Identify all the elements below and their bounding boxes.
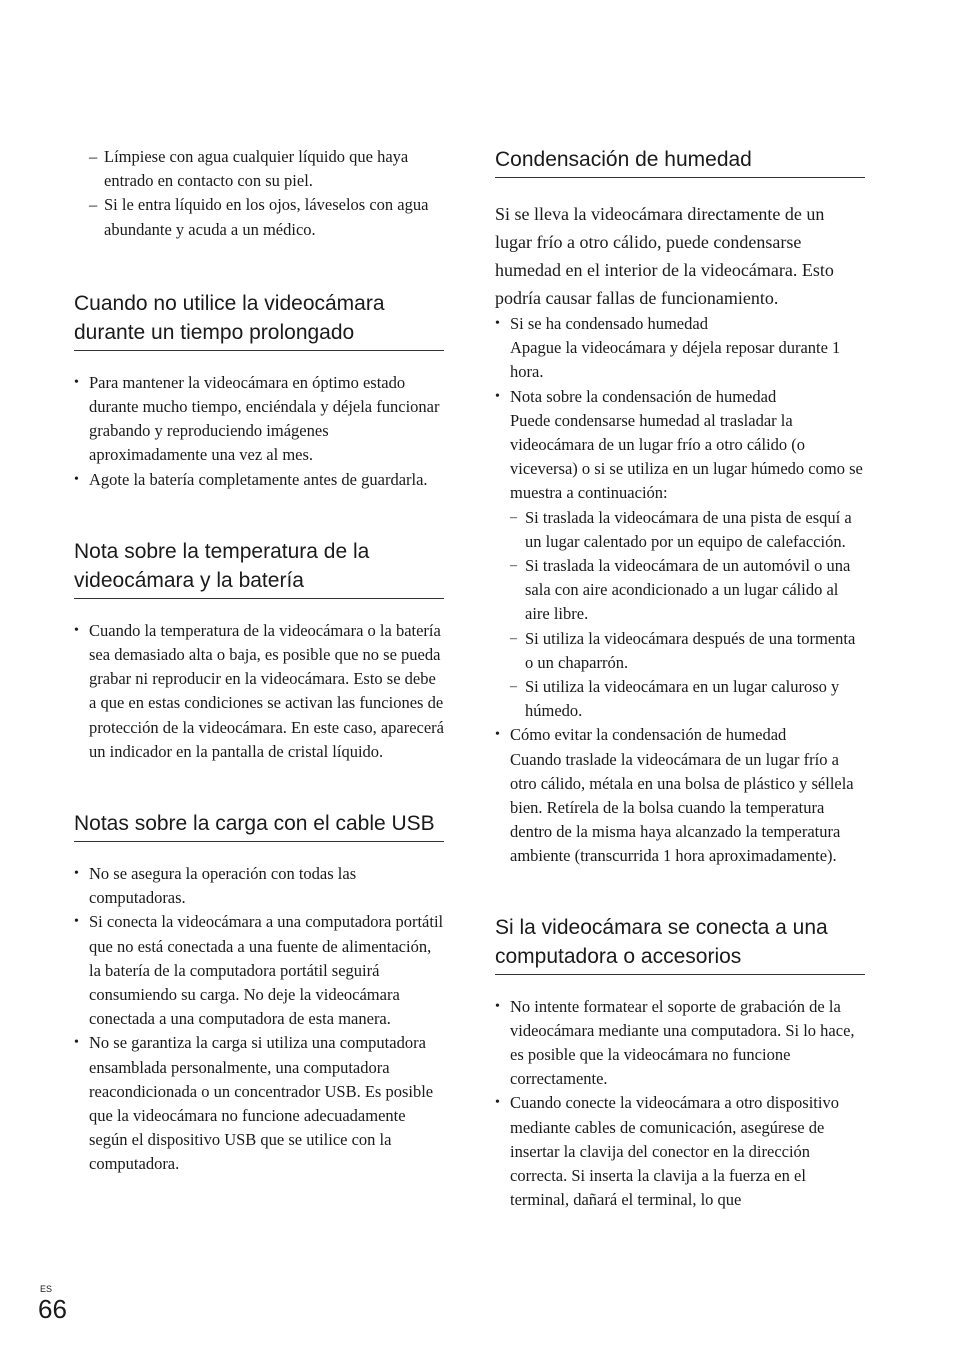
condensation-cases-list	[510, 506, 865, 724]
list-item: • No se garantiza la carga si utiliza una computadora ensamblada personalmente, una computadora reacondicionada o un concentrador USB. Es posible que la videocámara no funcione adecuadamente según el dispositivo USB que se utilice con la computadora.	[74, 1033, 434, 1174]
list-item: • Si conecta la videocámara a una computadora portátil que no está conectada a una fuente de alimentación, la batería de la computadora portátil seguirá consumiendo su carga. No deje la videocámara conectada a una computadora de esta manera.	[74, 912, 444, 1029]
bullet-marker: •	[495, 316, 500, 331]
bullet-marker: •	[495, 388, 500, 404]
section-heading-storage: Cuando no utilice la videocámara durante un tiempo prolongado	[74, 289, 444, 351]
bullet-marker: •	[495, 998, 500, 1014]
list-item: • No se asegura la operación con todas las computadoras.	[74, 864, 357, 908]
list-item: – Límpiese con agua cualquier líquido que haya entrado en contacto con su piel.	[89, 147, 409, 191]
section-heading-condensation: Condensación de humedad	[495, 145, 865, 178]
usb-charging-bullet-list	[74, 862, 444, 1177]
condensation-bullet-list	[495, 312, 865, 869]
item-text: Cuando traslade la videocámara de un lugar frío a otro cálido, métala en una bolsa de plástico y séllela bien. Retírela de la bolsa cuando la temperatura dentro de la misma haya alcanzado la temperatura ambiente (transcurrida 1 hora aproximadamente).	[510, 749, 854, 866]
list-item: • No intente formatear el soporte de grabación de la videocámara mediante una computadora. Si lo hace, es posible que la videocámara no funcione correctamente.	[495, 996, 855, 1089]
item-text: Apague la videocámara y déjela reposar durante 1 hora.	[510, 338, 841, 382]
page-number: 66	[38, 1294, 67, 1324]
list-item	[495, 385, 865, 724]
bullet-marker: •	[74, 374, 79, 390]
bullet-marker: •	[495, 1095, 500, 1111]
bullet-marker: •	[74, 1035, 79, 1051]
sub-list-item: – Si utiliza la videocámara en un lugar caluroso y húmedo.	[510, 677, 840, 721]
left-column	[74, 145, 444, 1177]
list-item: • Cuando la temperatura de la videocámara o la batería sea demasiado alta o baja, es posible que no se pueda grabar ni reproducir en la videocámara. Esto se debe a que en estas condiciones se activan las funciones de protección de la videocámara. En este caso, aparecerá un indicador en la pantalla de cristal líquido.	[74, 620, 444, 761]
item-title: Si se ha condensado humedad	[510, 314, 708, 333]
storage-bullet-list	[74, 371, 444, 492]
bullet-marker: •	[74, 471, 79, 487]
dash-marker: –	[510, 558, 517, 574]
list-item: • Agote la batería completamente antes de guardarla.	[74, 468, 444, 492]
page-language-code: ES	[40, 1284, 53, 1294]
computer-bullet-list	[495, 995, 865, 1213]
dash-marker: –	[510, 679, 517, 695]
section-heading-computer: Si la videocámara se conecta a una computadora o accesorios	[495, 913, 865, 975]
sub-list-item: – Si traslada la videocámara de un automóvil o una sala con aire acondicionado a un lugar cálido al aire libre.	[510, 556, 851, 624]
section-heading-usb-charging: Notas sobre la carga con el cable USB	[74, 809, 444, 842]
sub-list-item: – Si traslada la videocámara de una pista de esquí a un lugar calentado por un equipo de calefacción.	[510, 507, 852, 551]
list-item: • Cuando conecte la videocámara a otro dispositivo mediante cables de comunicación, asegúrese de insertar la clavija del conector en la dirección correcta. Si inserta la clavija a la fuerza en el terminal, dañará el terminal, lo que	[495, 1093, 839, 1210]
item-title: Nota sobre la condensación de humedad	[510, 386, 777, 406]
list-item: • Para mantener la videocámara en óptimo estado durante mucho tiempo, enciéndala y déjela funcionar grabando y reproduciendo imágenes aproximadamente una vez al mes.	[74, 372, 440, 465]
condensation-intro: Si se lleva la videocámara directamente de un lugar frío a otro cálido, puede condensarse humedad en el interior de la videocámara. Esto podría causar fallas de funcionamiento.	[495, 204, 834, 308]
dash-marker: –	[510, 630, 517, 646]
right-column	[495, 145, 865, 1213]
bullet-marker: •	[74, 866, 79, 882]
sub-list-item: – Si utiliza la videocámara después de una tormenta o un chaparrón.	[510, 628, 856, 672]
dash-marker: –	[510, 509, 517, 525]
list-item: – Si le entra líquido en los ojos, láveselos con agua abundante y acuda a un médico.	[89, 195, 429, 239]
item-text: Puede condensarse humedad al trasladar la videocámara de un lugar frío a otro cálido (o viceversa) o si se utiliza en un lugar húmedo como se muestra a continuación:	[510, 410, 863, 503]
section-heading-temperature: Nota sobre la temperatura de la videocámara y la batería	[74, 537, 444, 599]
bullet-marker: •	[495, 727, 500, 743]
list-item	[495, 723, 865, 868]
intro-dash-list	[74, 145, 444, 242]
temperature-bullet-list	[74, 619, 444, 764]
bullet-marker: •	[74, 914, 79, 930]
list-item	[495, 312, 865, 385]
item-title: Cómo evitar la condensación de humedad	[510, 725, 787, 745]
dash-marker: –	[89, 147, 98, 166]
dash-marker: –	[89, 195, 98, 215]
bullet-marker: •	[74, 622, 79, 638]
